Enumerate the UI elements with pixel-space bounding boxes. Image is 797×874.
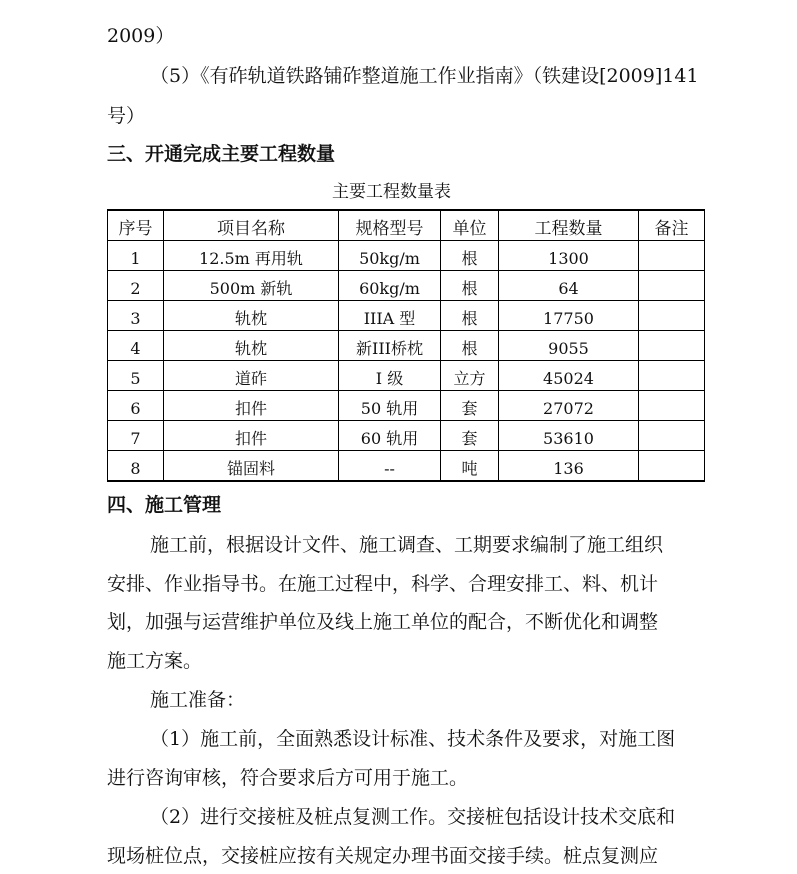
table-cell: 扣件 (164, 391, 339, 421)
table-cell: 根 (441, 241, 499, 271)
paragraph-line: 现场桩位点，交接桩应按有关规定办理书面交接手续。桩点复测应 (107, 845, 659, 867)
table-cell: 套 (441, 421, 499, 451)
table-cell: 根 (441, 331, 499, 361)
table-cell: 17750 (499, 301, 639, 331)
paragraph-line: 划，加强与运营维护单位及线上施工单位的配合，不断优化和调整 (107, 611, 659, 633)
table-cell: 2 (108, 271, 164, 301)
table-cell: I 级 (339, 361, 441, 391)
table-row (108, 241, 705, 271)
table-cell: 套 (441, 391, 499, 421)
table-cell (639, 241, 705, 271)
table-row (108, 391, 705, 421)
paragraph-line: 进行咨询审核，符合要求后方可用于施工。 (107, 767, 469, 789)
table-row (108, 451, 705, 482)
table-cell: 5 (108, 361, 164, 391)
table-cell (639, 421, 705, 451)
table-cell (639, 301, 705, 331)
paragraph-line: 安排、作业指导书。在施工过程中，科学、合理安排工、料、机计 (107, 573, 659, 595)
table-cell: 53610 (499, 421, 639, 451)
list-item-2: （2）进行交接桩及桩点复测工作。交接桩包括设计技术交底和 (150, 806, 676, 828)
table-cell: 8 (108, 451, 164, 482)
table-cell: 新III桥枕 (339, 331, 441, 361)
column-header: 备注 (639, 210, 705, 241)
table-cell: 轨枕 (164, 301, 339, 331)
table-row (108, 301, 705, 331)
table-cell (639, 271, 705, 301)
table-cell: 50 轨用 (339, 391, 441, 421)
column-header: 规格型号 (339, 210, 441, 241)
table-cell: 根 (441, 271, 499, 301)
table-cell: 45024 (499, 361, 639, 391)
section-heading-4: 四、施工管理 (107, 494, 222, 516)
table-cell: 7 (108, 421, 164, 451)
table-cell: 立方 (441, 361, 499, 391)
table-cell: 27072 (499, 391, 639, 421)
table-caption: 主要工程数量表 (332, 182, 451, 202)
table-cell: IIIA 型 (339, 301, 441, 331)
sub-heading: 施工准备： (150, 689, 246, 711)
table-cell: 1 (108, 241, 164, 271)
column-header: 工程数量 (499, 210, 639, 241)
table-cell: 64 (499, 271, 639, 301)
column-header: 单位 (441, 210, 499, 241)
table-cell: 3 (108, 301, 164, 331)
table-cell (639, 451, 705, 482)
paragraph-line: 施工方案。 (107, 650, 203, 672)
reference-item-5: （5）《有砟轨道铁路铺砟整道施工作业指南》（铁建设[2009]141 (150, 65, 699, 87)
table-cell (639, 391, 705, 421)
table-cell (639, 331, 705, 361)
table-cell: 轨枕 (164, 331, 339, 361)
list-item-1: （1）施工前，全面熟悉设计标准、技术条件及要求，对施工图 (150, 728, 676, 750)
section-heading-3: 三、开通完成主要工程数量 (107, 143, 336, 165)
table-cell: 吨 (441, 451, 499, 482)
table-header-row (108, 210, 705, 241)
table-cell: 500m 新轨 (164, 271, 339, 301)
text-line: 号） (107, 105, 146, 127)
table-cell: 9055 (499, 331, 639, 361)
table-cell: 136 (499, 451, 639, 482)
column-header: 项目名称 (164, 210, 339, 241)
table-cell: -- (339, 451, 441, 482)
table-cell: 60kg/m (339, 271, 441, 301)
table-cell: 锚固料 (164, 451, 339, 482)
table-cell (639, 361, 705, 391)
table-cell: 60 轨用 (339, 421, 441, 451)
paragraph-line: 施工前，根据设计文件、施工调查、工期要求编制了施工组织 (150, 534, 664, 556)
table-cell: 50kg/m (339, 241, 441, 271)
text-line: 2009） (107, 25, 175, 47)
table-cell: 根 (441, 301, 499, 331)
table-row (108, 421, 705, 451)
table-cell: 1300 (499, 241, 639, 271)
table-cell: 道砟 (164, 361, 339, 391)
quantity-table (107, 209, 705, 482)
table-cell: 12.5m 再用轨 (164, 241, 339, 271)
column-header: 序号 (108, 210, 164, 241)
table-row (108, 331, 705, 361)
table-cell: 6 (108, 391, 164, 421)
table-row (108, 361, 705, 391)
table-cell: 4 (108, 331, 164, 361)
table-row (108, 271, 705, 301)
table-cell: 扣件 (164, 421, 339, 451)
